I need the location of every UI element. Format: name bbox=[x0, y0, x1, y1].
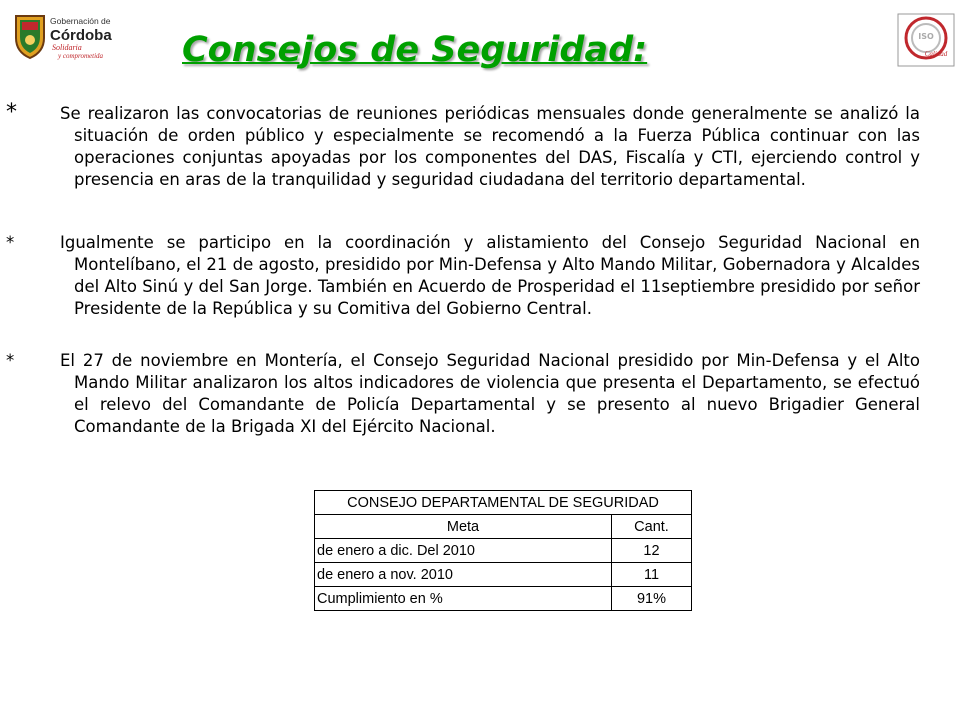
gobernacion-cordoba-logo bbox=[10, 12, 120, 62]
paragraph-text: Igualmente se participo en la coordinación y alistamiento del Consejo Seguridad Nacional en Montelíbano, el 21 de agosto, presidido por Min-Defensa y Alto Mando Militar, Gobernadora y Alcaldes del Alto Sinú y del San Jorge. También en Acuerdo de Prosperidad el 11septiembre presidido por señor Presidente de la República y su Comitiva del Gobierno Central. bbox=[60, 233, 920, 318]
page-title: Consejos de Seguridad: bbox=[182, 30, 648, 70]
meta-cell: de enero a nov. 2010 bbox=[315, 563, 612, 587]
paragraph-convocatorias bbox=[6, 100, 920, 191]
svg-text:Calidad: Calidad bbox=[924, 50, 948, 58]
table-row bbox=[315, 539, 692, 563]
cant-cell: 12 bbox=[612, 539, 692, 563]
column-header-meta: Meta bbox=[315, 515, 612, 539]
svg-text:Solidaria: Solidaria bbox=[52, 43, 82, 52]
bullet-marker: * bbox=[6, 351, 15, 370]
paragraph-text: El 27 de noviembre en Montería, el Consejo Seguridad Nacional presidido por Min-Defensa y el Alto Mando Militar analizaron los altos indicadores de violencia que presenta el Departamento, se efectuó el relevo del Comandante de Policía Departamental y se presento al nuevo Brigadier General Comandante de la Brigada XI del Ejército Nacional. bbox=[60, 351, 920, 436]
svg-text:Córdoba: Córdoba bbox=[50, 27, 112, 44]
table-header-row bbox=[315, 515, 692, 539]
table-row bbox=[315, 587, 692, 611]
meta-cell: Cumplimiento en % bbox=[315, 587, 612, 611]
table-title-row bbox=[315, 491, 692, 515]
meta-cell: de enero a dic. Del 2010 bbox=[315, 539, 612, 563]
svg-text:Gobernación de: Gobernación de bbox=[50, 16, 111, 26]
table-row bbox=[315, 563, 692, 587]
svg-text:ISO: ISO bbox=[918, 32, 934, 41]
cant-cell: 11 bbox=[612, 563, 692, 587]
bullet-marker: * bbox=[6, 100, 17, 125]
paragraph-coordinacion bbox=[6, 232, 920, 320]
calidad-seal-logo bbox=[896, 12, 956, 68]
bullet-marker: * bbox=[6, 233, 15, 252]
paragraph-monteria bbox=[6, 350, 920, 438]
column-header-cant: Cant. bbox=[612, 515, 692, 539]
cant-cell: 91% bbox=[612, 587, 692, 611]
table-title: CONSEJO DEPARTAMENTAL DE SEGURIDAD bbox=[315, 491, 692, 515]
paragraph-text: Se realizaron las convocatorias de reuniones periódicas mensuales donde generalmente se analizó la situación de orden público y especialmente se recomendó a la Fuerza Pública continuar con las operaciones conjuntas apoyadas por los componentes del DAS, Fiscalía y CTI, ejerciendo control y presencia en aras de la tranquilidad y seguridad ciudadana del territorio departamental. bbox=[60, 104, 920, 189]
svg-text:y comprometida: y comprometida bbox=[58, 52, 104, 60]
consejo-seguridad-table bbox=[314, 490, 692, 611]
